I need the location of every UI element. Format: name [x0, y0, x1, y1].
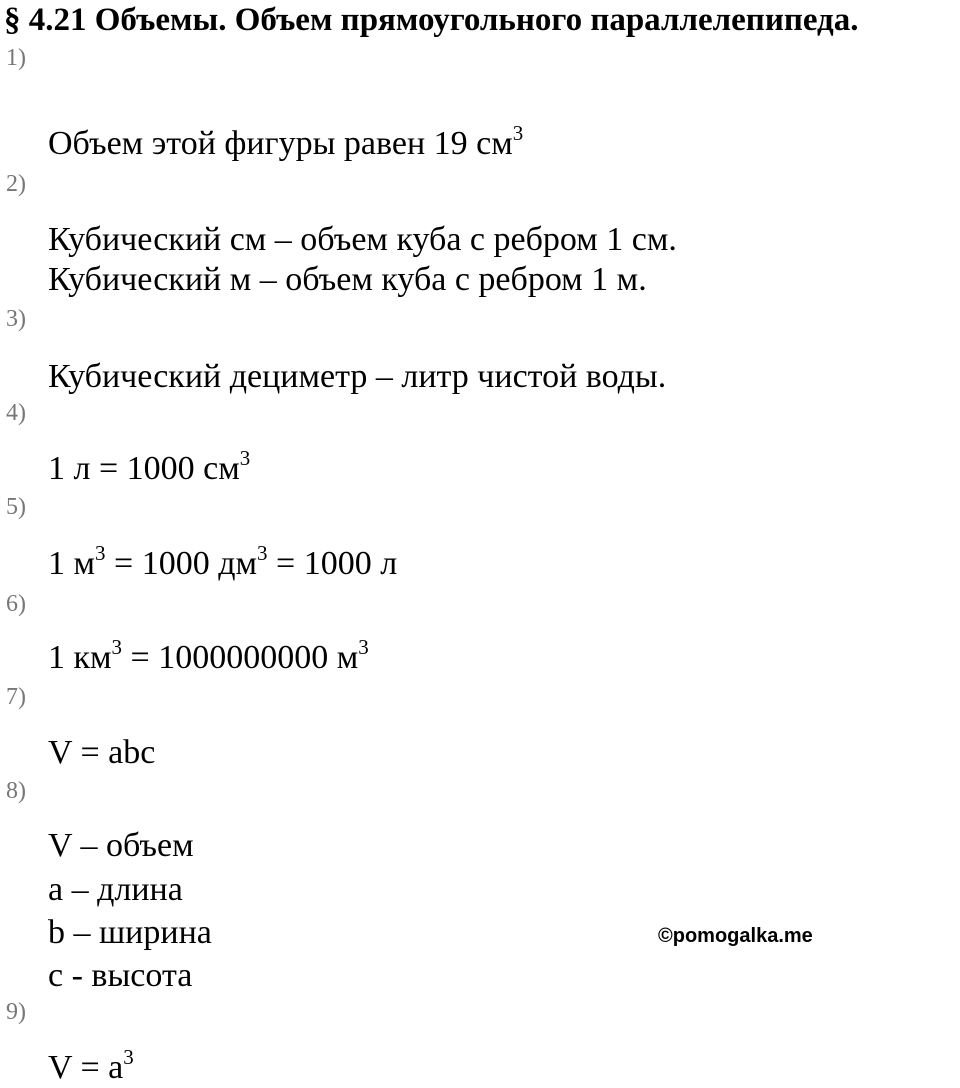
answer-line: Кубический см – объем куба с ребром 1 см.	[48, 221, 677, 258]
superscript: 3	[257, 540, 268, 565]
item-number: 6)	[6, 591, 26, 617]
item-number: 9)	[6, 999, 26, 1025]
answer-text: = 1000000000 м	[122, 639, 359, 676]
superscript: 3	[123, 1044, 134, 1069]
superscript: 3	[512, 120, 524, 145]
item-number: 5)	[6, 494, 26, 520]
answer-text: Объем этой фигуры равен 19 см	[48, 125, 513, 162]
answer-line: V = abc	[48, 734, 156, 771]
answer-text: 1 м	[48, 545, 96, 582]
item-number: 7)	[6, 684, 26, 710]
answer-text: 1 л = 1000 см	[48, 450, 240, 487]
answer-line	[48, 445, 251, 489]
item-number: 3)	[6, 306, 26, 332]
answer-text: = 1000 дм	[105, 545, 258, 582]
answer-line: Кубический дециметр – литр чистой воды.	[48, 358, 667, 395]
watermark: ©pomogalka.me	[658, 925, 813, 947]
superscript: 3	[358, 634, 369, 659]
item-number: 8)	[6, 778, 26, 804]
answer-text: 1 км	[48, 639, 112, 676]
answer-line: b – ширина	[48, 914, 212, 951]
answer-line: a – длина	[48, 871, 183, 908]
answer-line	[48, 540, 398, 584]
superscript: 3	[111, 634, 123, 659]
superscript: 3	[239, 445, 251, 470]
answer-line	[48, 634, 369, 678]
answer-text: V = a	[48, 1049, 124, 1086]
superscript: 3	[95, 540, 106, 565]
answer-line: Кубический м – объем куба с ребром 1 м.	[48, 261, 647, 298]
answer-line	[48, 1044, 134, 1088]
item-number: 2)	[6, 171, 26, 197]
answer-line	[48, 120, 524, 164]
item-number: 4)	[6, 400, 26, 426]
answer-line: V – объем	[48, 827, 194, 864]
item-number: 1)	[6, 45, 26, 71]
page-title: § 4.21 Объемы. Объем прямоугольного параллелепипеда.	[4, 2, 859, 38]
answer-line: c - высота	[48, 957, 193, 994]
answer-text: = 1000 л	[267, 545, 398, 582]
